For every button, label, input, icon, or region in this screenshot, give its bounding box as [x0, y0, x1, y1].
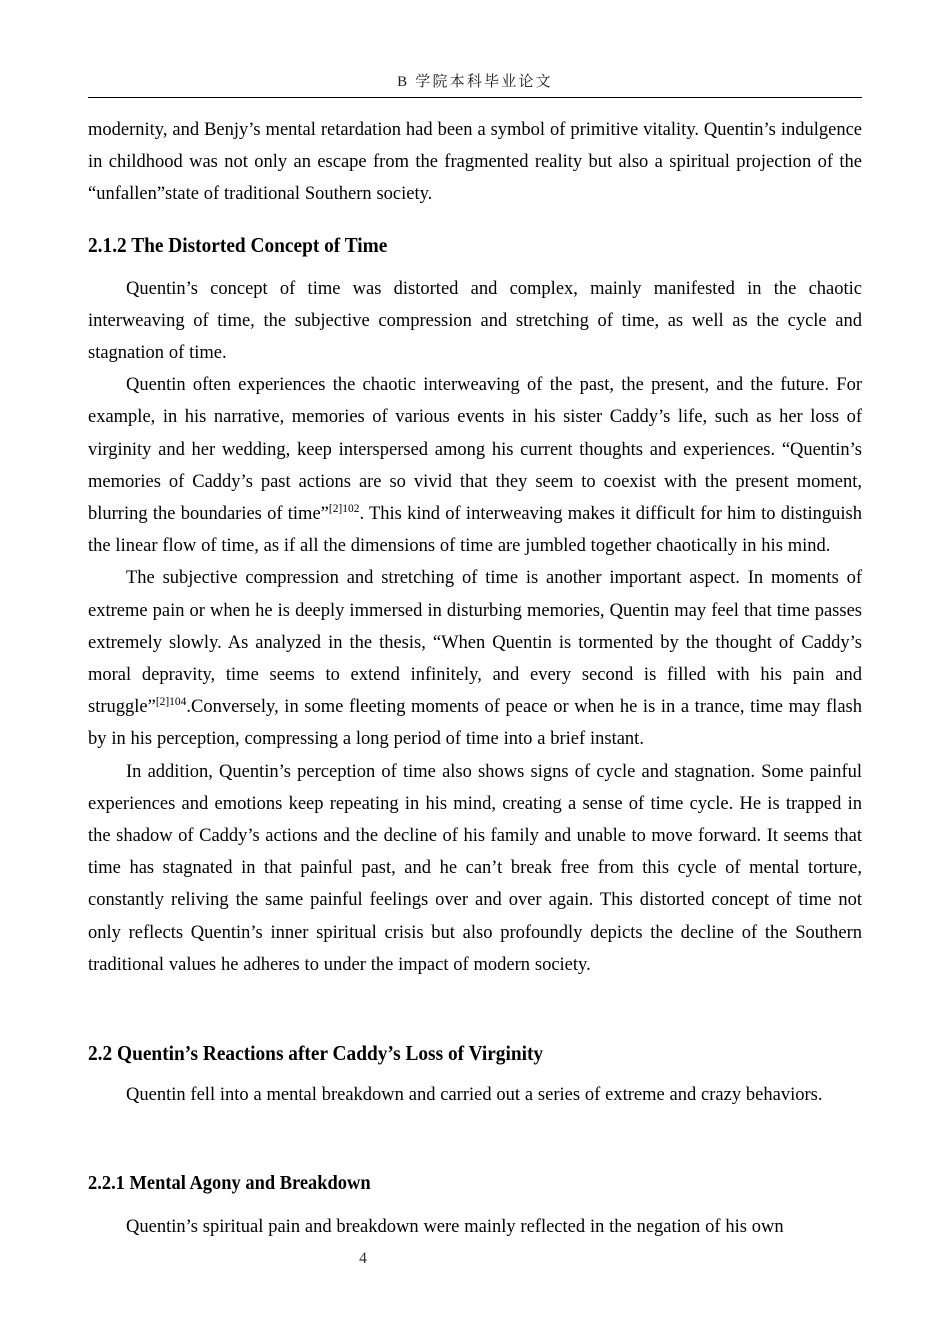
paragraph-6: Quentin’s spiritual pain and breakdown were mainly reflected in the negation of his own	[126, 1217, 784, 1238]
paragraph-2-text-before-citation: Quentin often experiences the chaotic interweaving of the past, the present, and the future. For example, in his narrative, memories of various events in his sister Caddy’s life, such as her loss of virginity and her wedding, keep interspersed among his current thoughts and experiences. “Quentin’s memories of Caddy’s past actions are so vivid that they seem to coexist with the present moment, blurring the boundaries of time”	[88, 375, 862, 525]
paragraph-2	[88, 369, 862, 562]
paragraph-5: Quentin fell into a mental breakdown and carried out a series of extreme and crazy behaviors.	[126, 1085, 823, 1106]
paragraph-1: Quentin’s concept of time was distorted and complex, mainly manifested in the chaotic interweaving of time, the subjective compression and stretching of time, as well as the cycle and stagnation of time.	[88, 278, 862, 364]
paragraph-continued: modernity, and Benjy’s mental retardation had been a symbol of primitive vitality. Quentin’s indulgence in childhood was not only an escape from the fragmented reality but also a spiritual projection of the “unfallen”state of traditional Southern society.	[88, 120, 862, 205]
spacer-before-heading-2-1-2	[88, 211, 862, 229]
citation-marker-2-104: [2]104	[155, 696, 187, 709]
citation-marker-2-102: [2]102	[328, 502, 360, 515]
spacer-before-heading-2-2-1	[88, 1111, 862, 1167]
spacer-after-heading-2-2	[88, 1069, 862, 1079]
spacer-after-heading-2-1-2	[88, 261, 862, 273]
page-footer	[88, 1249, 638, 1269]
spacer-after-heading-2-2-1	[88, 1199, 862, 1211]
heading-2-1-2: 2.1.2 The Distorted Concept of Time	[88, 232, 388, 257]
spacer-before-heading-2-2	[88, 981, 862, 1037]
page-header-divider	[88, 97, 862, 98]
document-body	[88, 114, 862, 1243]
paragraph-4: In addition, Quentin’s perception of time also shows signs of cycle and stagnation. Some painful experiences and emotions keep repeating in his mind, creating a sense of time cycle. He is trapped in the shadow of Caddy’s actions and the decline of his family and unable to move forward. It seems that time has stagnated in that painful past, and he can’t break free from this cycle of mental torture, constantly reliving the same painful feelings over and over again. This distorted concept of time not only reflects Quentin’s inner spiritual crisis but also profoundly depicts the decline of the Southern traditional values he adheres to under the impact of modern society.	[88, 761, 862, 975]
heading-2-2-1: 2.2.1 Mental Agony and Breakdown	[88, 1172, 371, 1195]
paragraph-2-text-after-citation: . This kind of interweaving makes it difficult for him to distinguish the linear flow of time, as if all the dimensions of time are jumbled together chaotically in his mind.	[88, 504, 862, 557]
page-header	[88, 72, 862, 106]
paragraph-3-text-after-citation: .Conversely, in some fleeting moments of peace or when he is in a trance, time may flash by in his perception, compressing a long period of time into a brief instant.	[88, 697, 862, 750]
paragraph-3-text-before-citation: The subjective compression and stretching of time is another important aspect. In moments of extreme pain or when he is deeply immersed in disturbing memories, Quentin may feel that time passes extremely slowly. As analyzed in the thesis, “When Quentin is tormented by the thought of Caddy’s moral depravity, time seems to extend infinitely, and every second is filled with his pain and struggle”	[88, 568, 862, 718]
page-number: 4	[359, 1250, 367, 1267]
paragraph-3	[88, 562, 862, 755]
heading-2-2: 2.2 Quentin’s Reactions after Caddy’s Loss of Virginity	[88, 1041, 544, 1066]
page-header-title: B 学院本科毕业论文	[397, 74, 553, 90]
